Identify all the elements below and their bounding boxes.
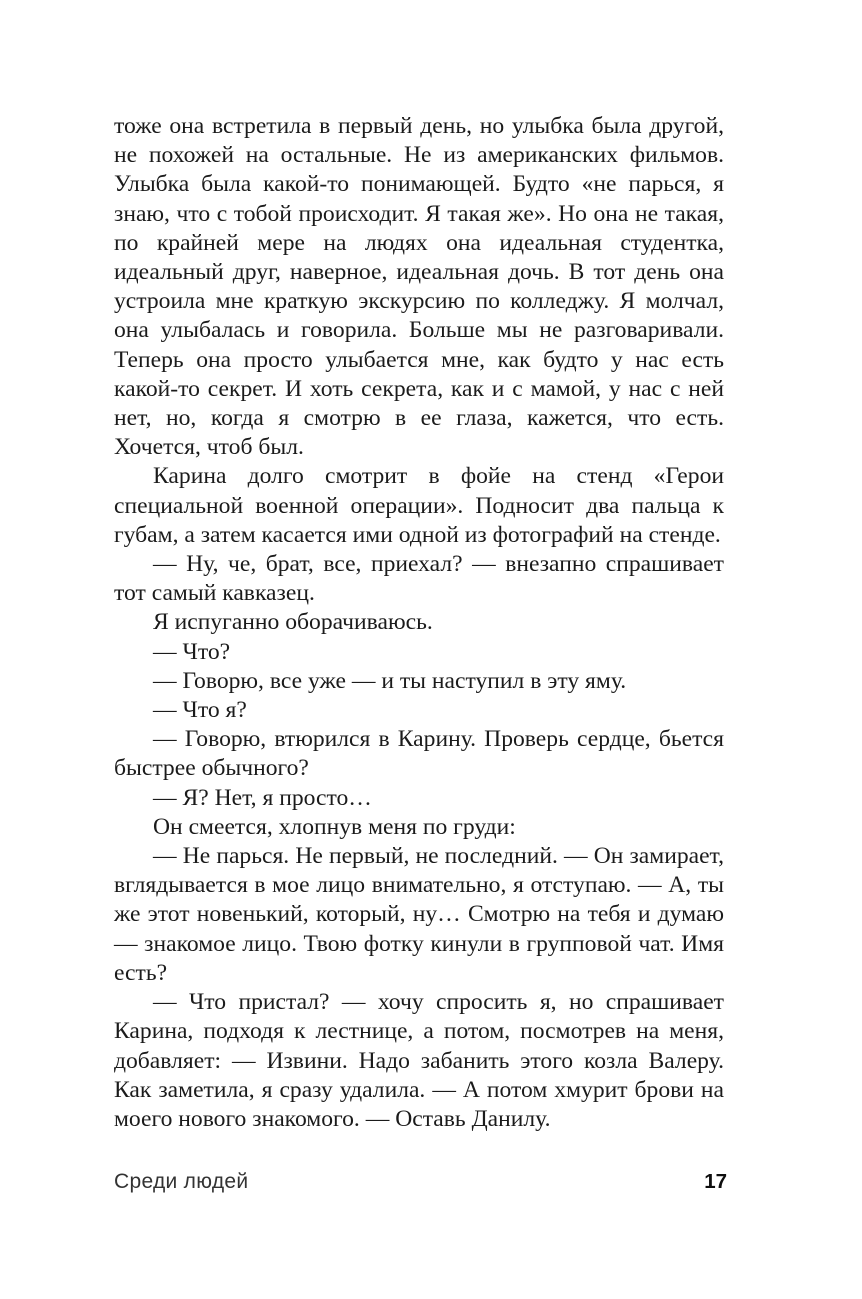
running-title: Среди людей	[114, 1170, 249, 1193]
paragraph: тоже она встретила в первый день, но улыбка была другой, не похожей на остальные. Не из американских фильмов. Улыбка была какой-то понимающей. Будто «не парься, я знаю, что с тобой происходит. Я такая же». Но она не такая, по крайней мере на людях она идеальная студентка, идеальный друг, наверное, идеальная дочь. В тот день она устроила мне краткую экскурсию по колледжу. Я молчал, она улыбалась и говорила. Больше мы не разговаривали. Теперь она просто улыбается мне, как будто у нас есть какой-то секрет. И хоть секрета, как и с мамой, у нас с ней нет, но, когда я смотрю в ее глаза, кажется, что есть. Хочется, чтоб был.	[114, 113, 724, 461]
paragraph: — Что я?	[153, 697, 247, 724]
page-text-column	[114, 112, 724, 1134]
paragraph: Я испуганно оборачиваюсь.	[153, 609, 433, 636]
paragraph: — Говорю, все уже — и ты наступил в эту яму.	[153, 667, 627, 694]
paragraph: — Говорю, втюрился в Карину. Проверь сердце, бьется быстрее обычного?	[114, 726, 724, 782]
page-number: 17	[704, 1170, 727, 1193]
page-footer	[114, 1170, 727, 1194]
paragraph: Он смеется, хлопнув меня по груди:	[153, 813, 516, 840]
paragraph: — Ну, че, брат, все, приехал? — внезапно спрашивает тот самый кавказец.	[114, 551, 724, 607]
paragraph: Карина долго смотрит в фойе на стенд «Герои специальной военной операции». Подносит два пальца к губам, а затем касается ими одной из фотографий на стенде.	[114, 463, 724, 548]
paragraph: — Не парься. Не первый, не последний. — Он замирает, вглядывается в мое лицо внимательно, я отступаю. — А, ты же этот новенький, который, ну… Смотрю на тебя и думаю — знакомое лицо. Твою фотку кинули в групповой чат. Имя есть?	[114, 843, 724, 986]
paragraph: — Я? Нет, я просто…	[153, 784, 372, 811]
paragraph: — Что?	[153, 638, 231, 665]
paragraph: — Что пристал? — хочу спросить я, но спрашивает Карина, подходя к лестнице, а потом, посмотрев на меня, добавляет: — Извини. Надо забанить этого козла Валеру. Как заметила, я сразу удалила. — А потом хмурит брови на моего нового знакомого. — Оставь Данилу.	[114, 989, 724, 1132]
